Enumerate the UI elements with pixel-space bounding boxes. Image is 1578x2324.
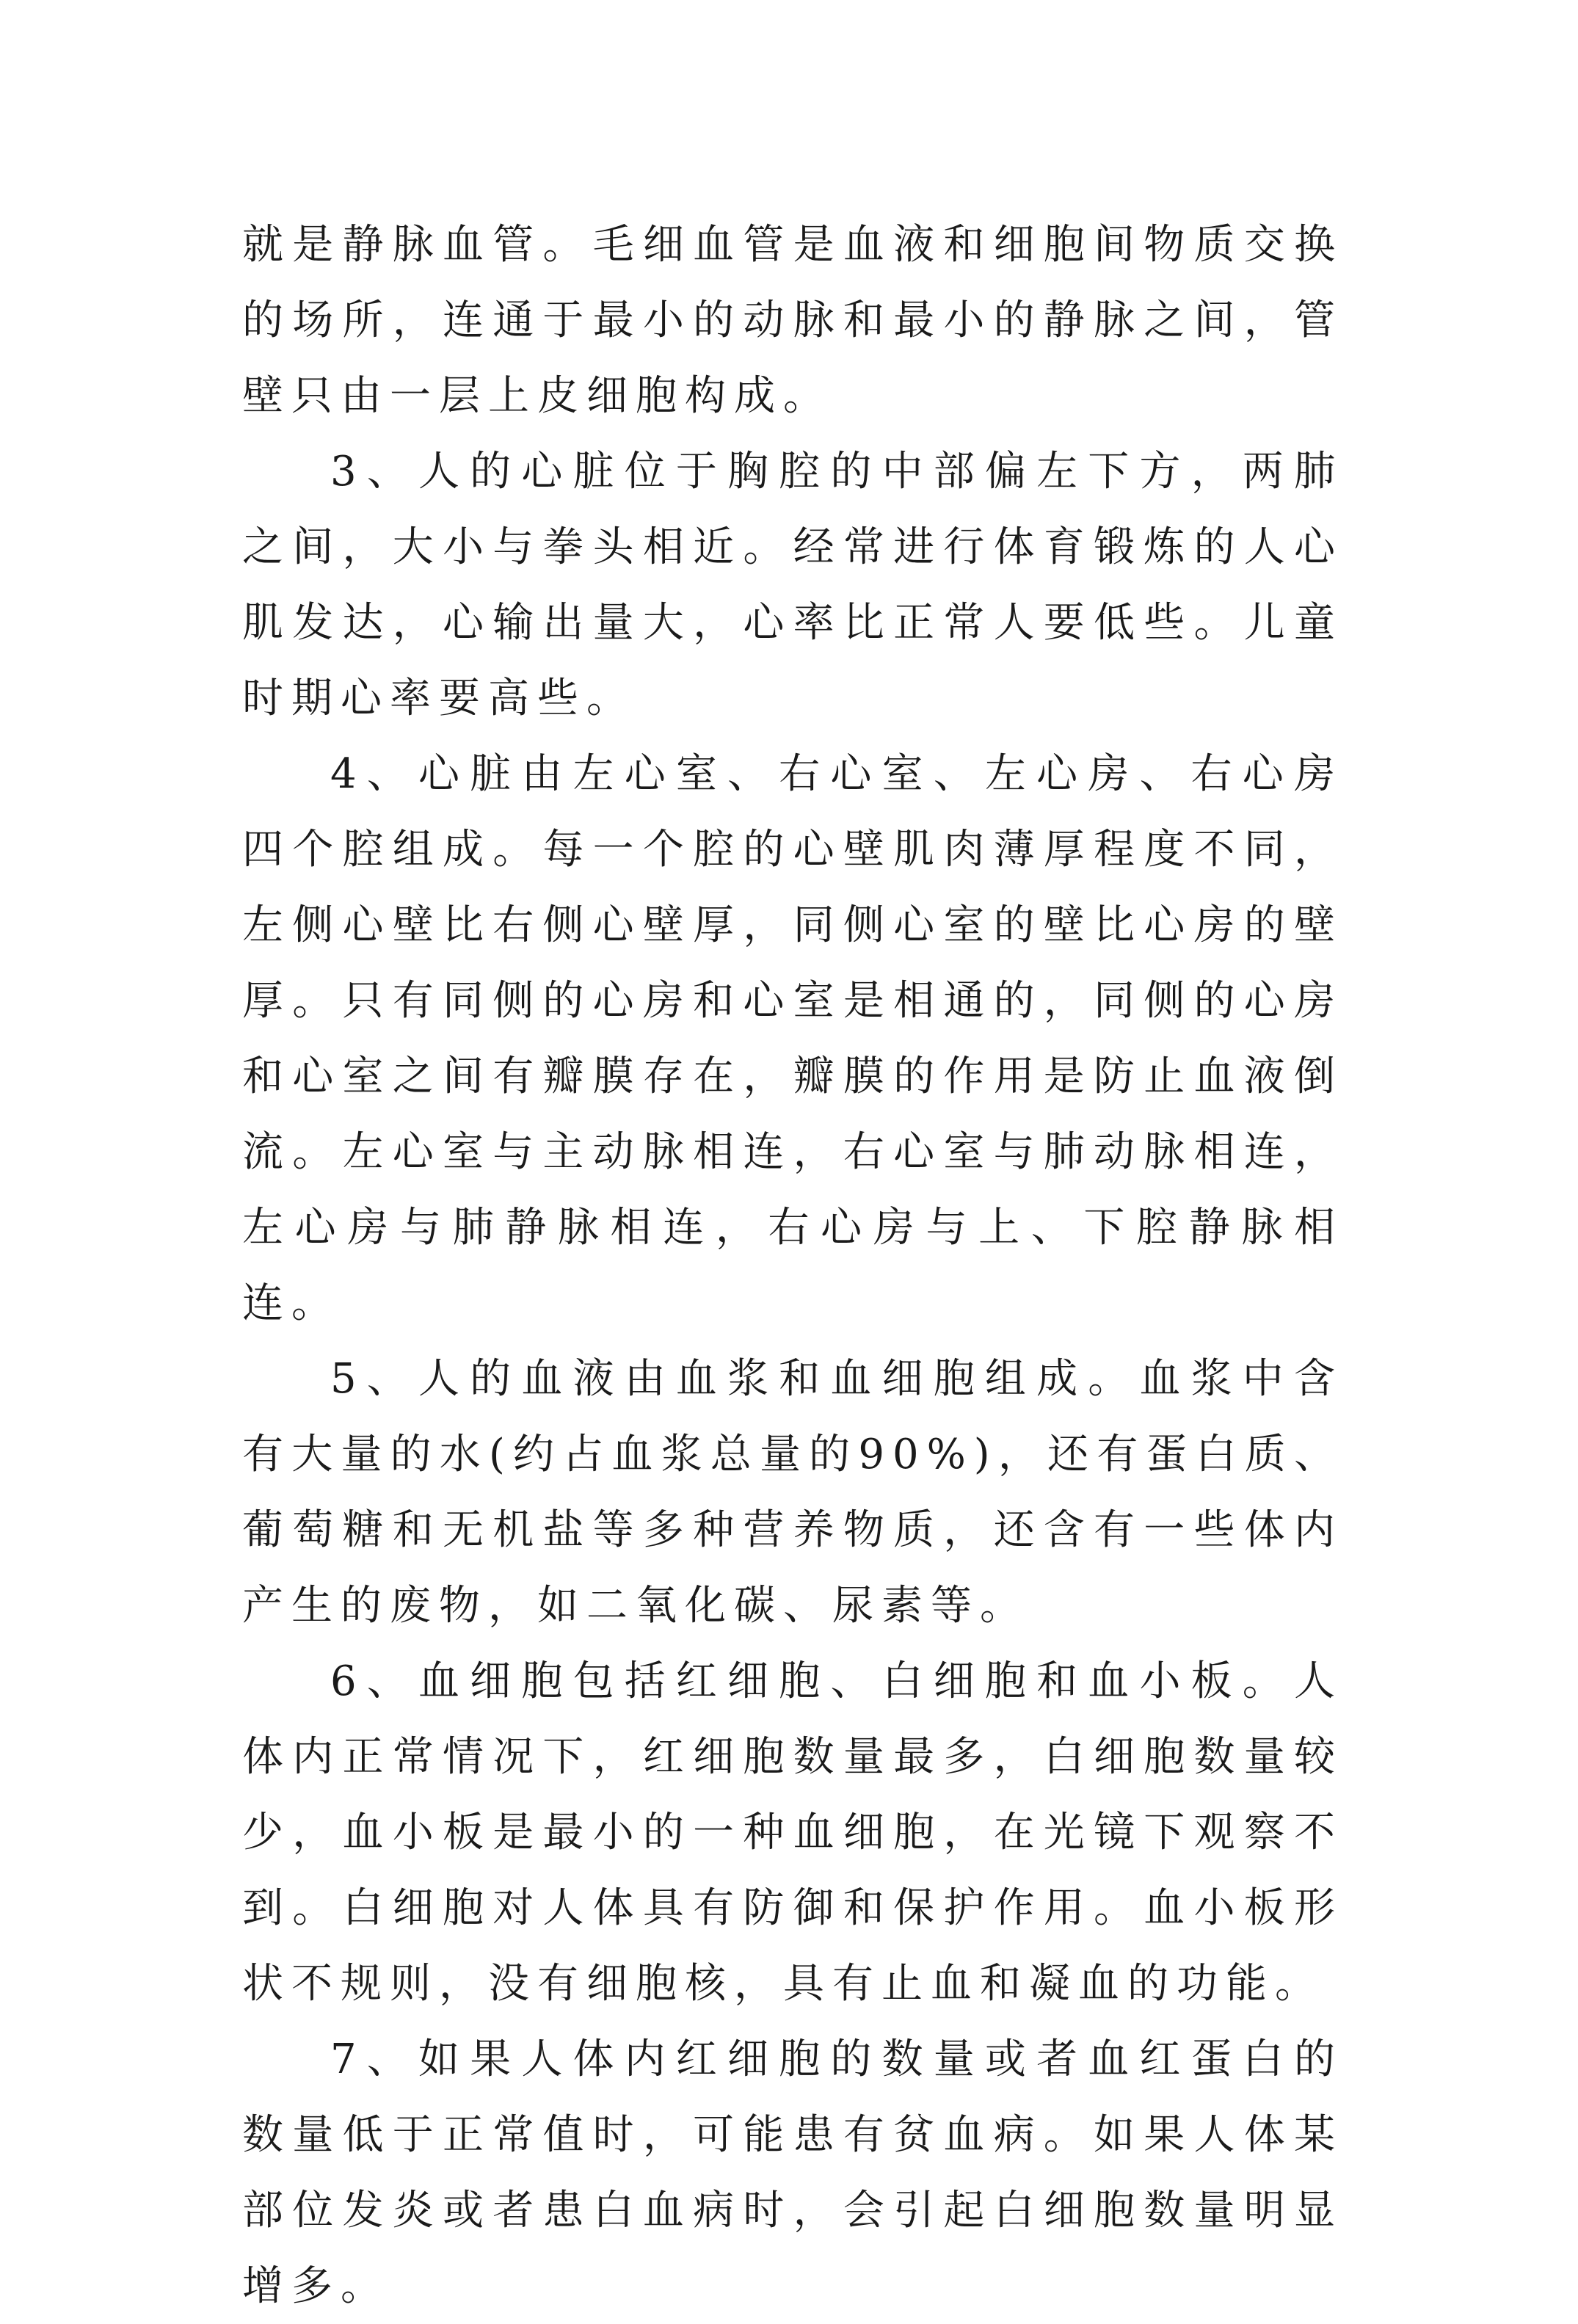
document-body (242, 207, 1343, 2324)
paragraph-blood-cells: 6、血细胞包括红细胞、白细胞和血小板。人体内正常情况下，红细胞数量最多，白细胞数量较少，血小板是最小的一种血细胞，在光镜下观察不到。白细胞对人体具有防御和保护作用。血小板形状不规则，没有细胞核，具有止血和凝血的功能。 (242, 1657, 1343, 2008)
paragraph-anemia: 7、如果人体内红细胞的数量或者血红蛋白的数量低于正常值时，可能患有贫血病。如果人体某部位发炎或者患白血病时，会引起白细胞数量明显增多。 (242, 2036, 1343, 2310)
paragraph-heart-position: 3、人的心脏位于胸腔的中部偏左下方，两肺之间，大小与拳头相近。经常进行体育锻炼的人心肌发达，心输出量大，心率比正常人要低些。儿童时期心率要高些。 (242, 448, 1343, 722)
paragraph-capillaries: 就是静脉血管。毛细血管是血液和细胞间物质交换的场所，连通于最小的动脉和最小的静脉之间，管壁只由一层上皮细胞构成。 (242, 221, 1343, 420)
paragraph-heart-chambers: 4、心脏由左心室、右心室、左心房、右心房四个腔组成。每一个腔的心壁肌肉薄厚程度不同，左侧心壁比右侧心壁厚，同侧心室的壁比心房的壁厚。只有同侧的心房和心室是相通的，同侧的心房和心室之间有瓣膜存在，瓣膜的作用是防止血液倒流。左心室与主动脉相连，右心室与肺动脉相连，左心房与肺静脉相连，右心房与上、下腔静脉相连。 (242, 750, 1343, 1327)
paragraph-blood-composition: 5、人的血液由血浆和血细胞组成。血浆中含有大量的水(约占血浆总量的90%)，还有蛋白质、葡萄糖和无机盐等多种营养物质，还含有一些体内产生的废物，如二氧化碳、尿素等。 (242, 1355, 1343, 1630)
